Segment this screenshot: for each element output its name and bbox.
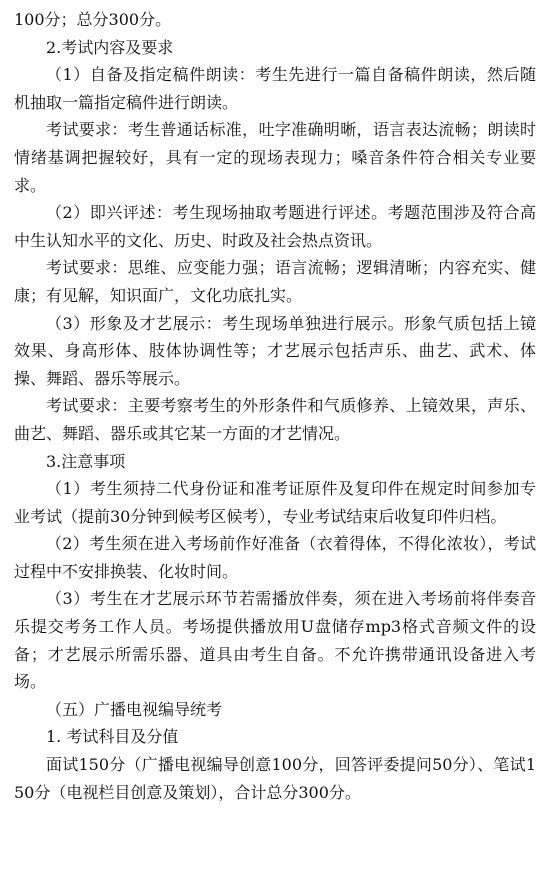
score-total-line: 100分；总分300分。 — [14, 10, 172, 29]
requirement-talent-show: 考试要求：主要考察考生的外形条件和气质修养、上镜效果，声乐、曲艺、舞蹈、器乐或其它某一方面的才艺情况。 — [14, 396, 536, 443]
note-preparation: （2）考生须在进入考场前作好准备（衣着得体，不得化浓妆），考试过程中不安排换装、化妆时间。 — [14, 534, 536, 581]
item-commentary: （2）即兴评述：考生现场抽取考题进行评述。考题范围涉及符合高中生认知水平的文化、历史、时政及社会热点资讯。 — [14, 203, 536, 250]
requirement-commentary: 考试要求：思维、应变能力强；语言流畅；逻辑清晰；内容充实、健康；有见解，知识面广，文化功底扎实。 — [14, 258, 536, 305]
item-talent-show: （3）形象及才艺展示：考生现场单独进行展示。形象气质包括上镜效果、身高形体、肢体协调性等；才艺展示包括声乐、曲艺、武术、体操、舞蹈、器乐等展示。 — [14, 313, 536, 388]
requirement-reading: 考试要求：考生普通话标准，吐字准确明晰，语言表达流畅；朗读时情绪基调把握较好，具有一定的现场表现力；嗓音条件符合相关专业要求。 — [14, 120, 536, 195]
section-heading-notes: 3.注意事项 — [46, 451, 126, 471]
section-heading-broadcast: （五）广播电视编导统考 — [46, 699, 223, 719]
note-accompaniment: （3）考生在才艺展示环节若需播放伴奏，须在进入考场前将伴奏音乐提交考务工作人员。考场提供播放用U盘储存mp3格式音频文件的设备；才艺展示所需乐器、道具由考生自备。不允许携带通讯设备进入考场。 — [14, 589, 536, 692]
section-heading-exam-content: 2.考试内容及要求 — [46, 37, 174, 57]
subheading-subjects-scores: 1. 考试科目及分值 — [46, 727, 179, 747]
scores-detail: 面试150分（广播电视编导创意100分，回答评委提问50分）、笔试150分（电视栏目创意及策划），合计总分300分。 — [14, 755, 536, 802]
note-id-documents: （1）考生须持二代身份证和准考证原件及复印件在规定时间参加专业考试（提前30分钟到候考区候考），专业考试结束后收复印件归档。 — [14, 479, 536, 526]
item-reading: （1）自备及指定稿件朗读：考生先进行一篇自备稿件朗读，然后随机抽取一篇指定稿件进行朗读。 — [14, 65, 536, 112]
